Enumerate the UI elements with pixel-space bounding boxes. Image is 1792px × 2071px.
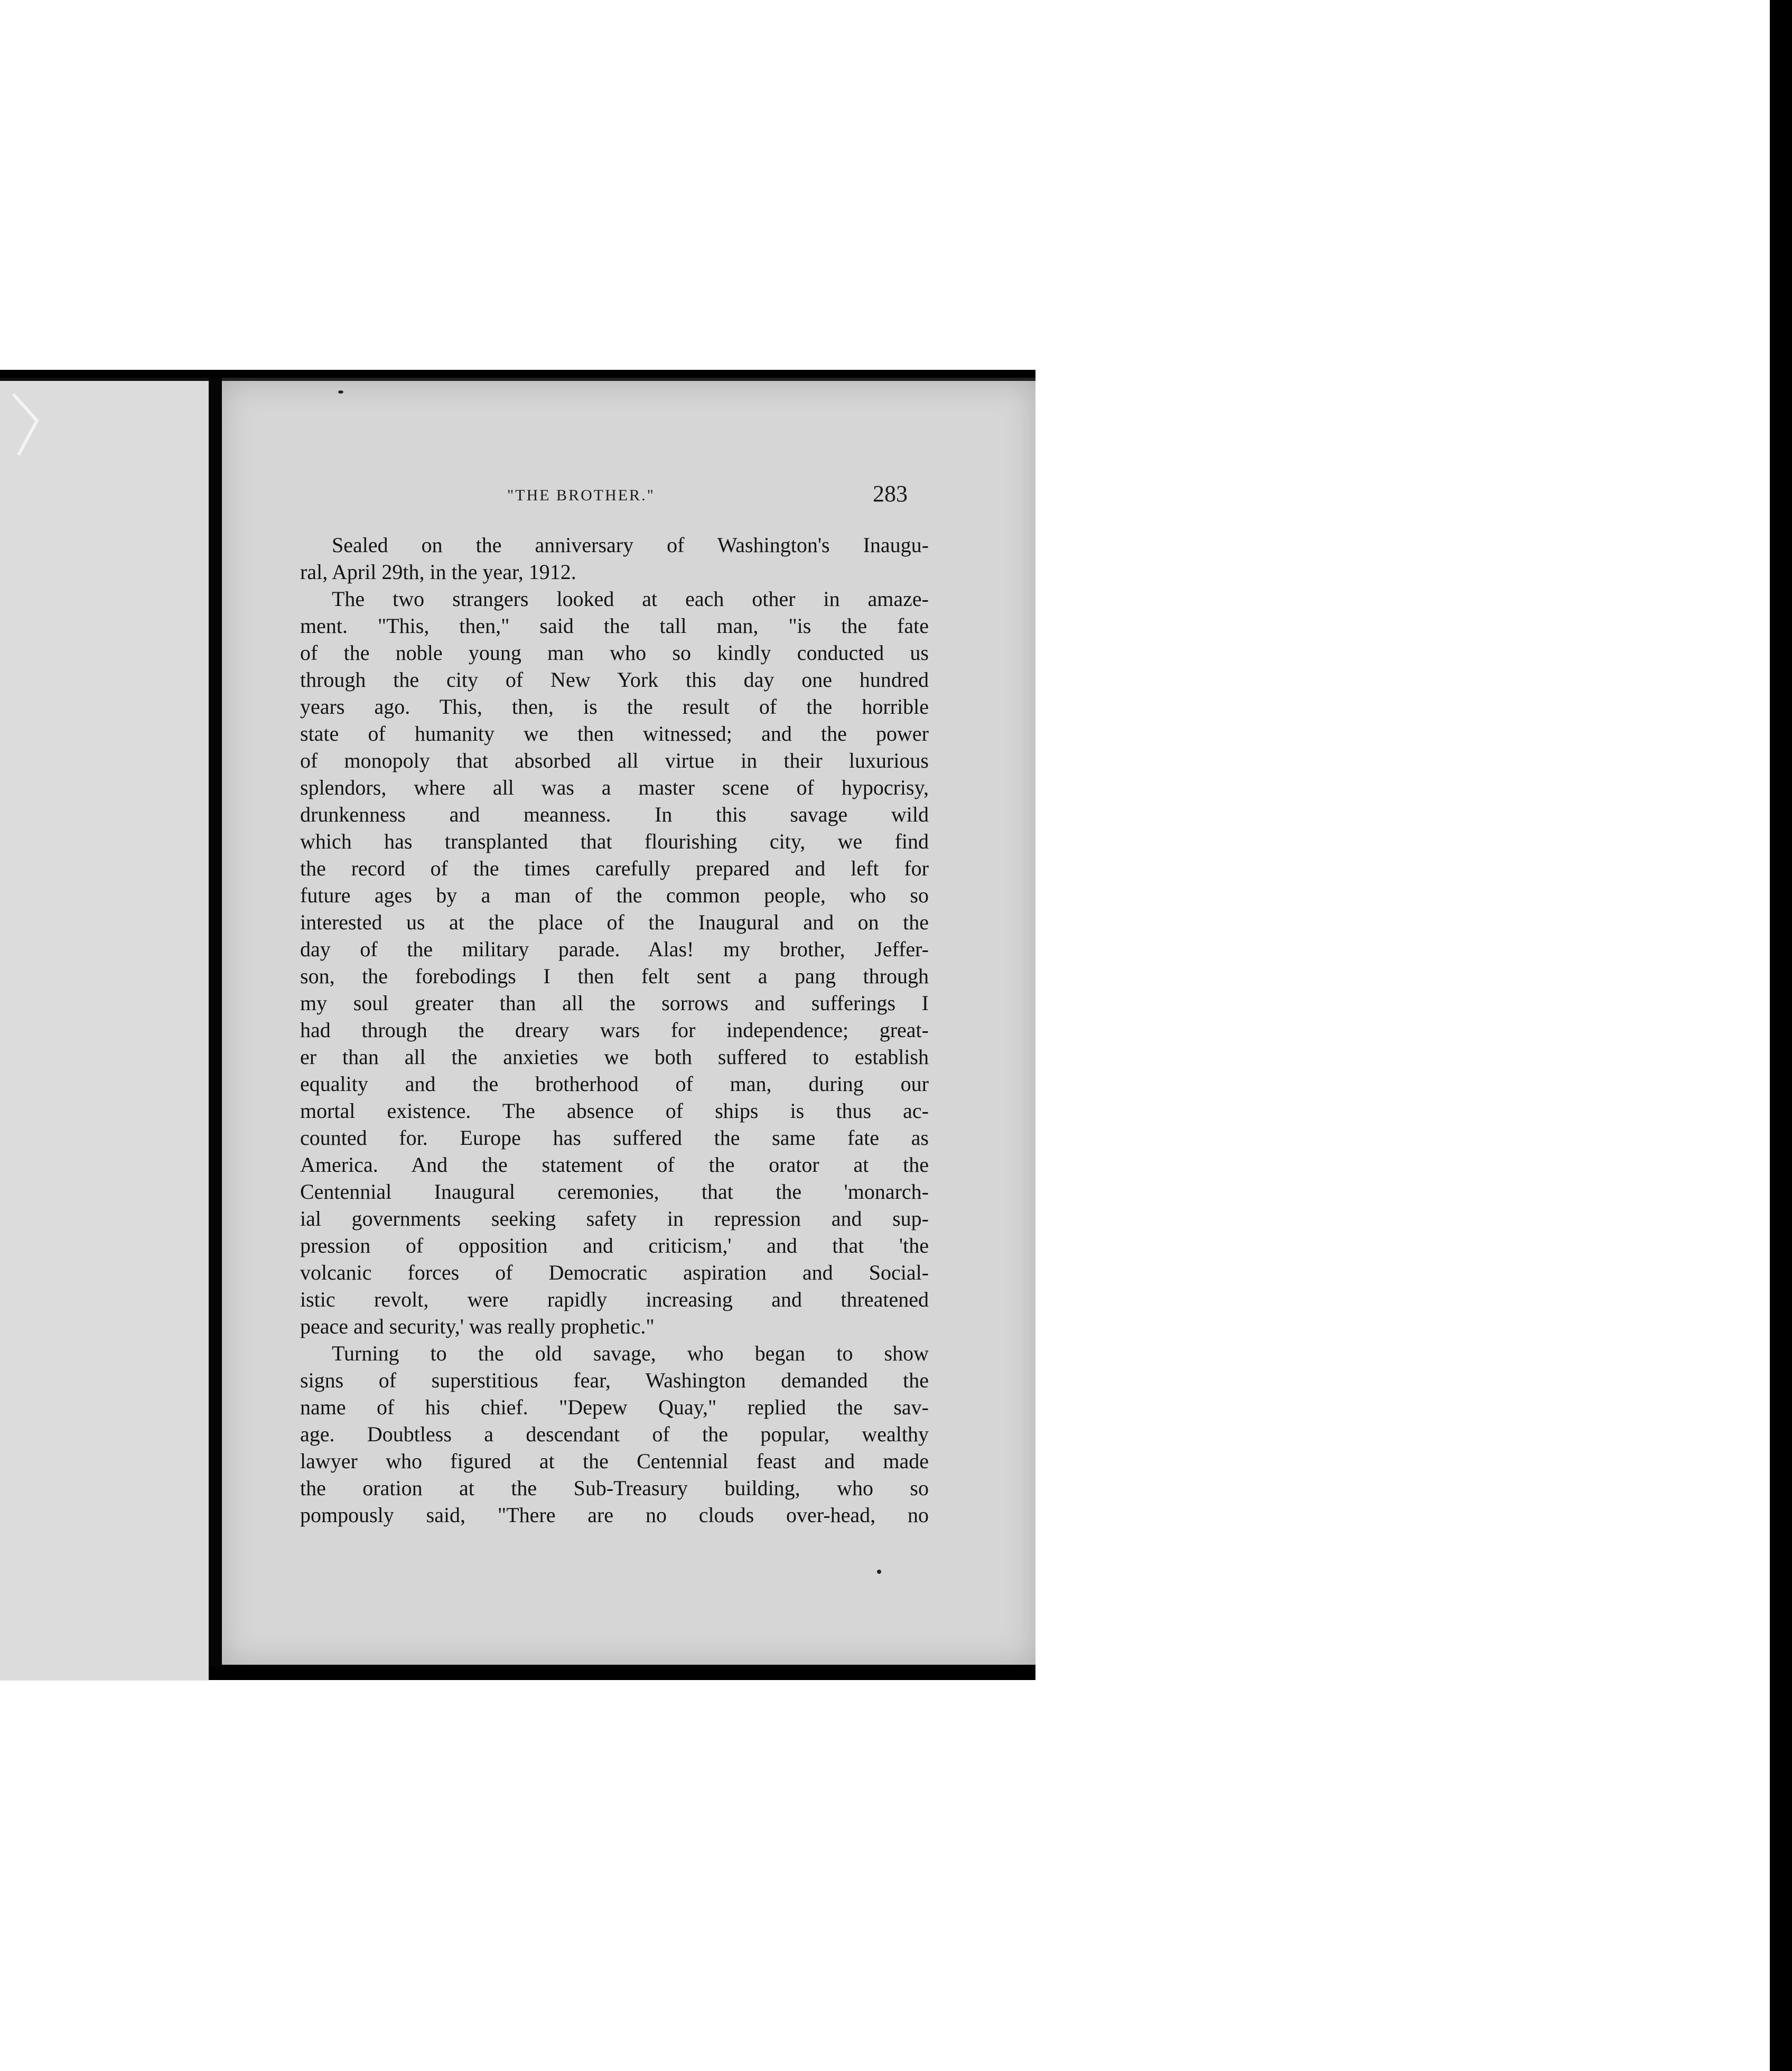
body-line: drunkenness and meanness. In this savage wild — [300, 803, 929, 826]
page-283 — [222, 378, 1035, 1665]
facing-page-left — [0, 378, 209, 1681]
page-body-text — [300, 531, 929, 1528]
body-line: my soul greater than all the sorrows and sufferings I — [300, 991, 929, 1015]
body-line: day of the military parade. Alas! my brother, Jeffer- — [300, 937, 929, 961]
body-line: Centennial Inaugural ceremonies, that the 'monarch- — [300, 1180, 929, 1204]
ink-speck — [877, 1570, 881, 1574]
body-line: signs of superstitious fear, Washington demanded the — [300, 1368, 929, 1392]
body-line: splendors, where all was a master scene of hypocrisy, — [300, 776, 929, 799]
body-line: pompously said, "There are no clouds over-head, no — [300, 1503, 929, 1527]
body-line: ment. "This, then," said the tall man, "is the fate — [300, 614, 929, 638]
body-line: state of humanity we then witnessed; and the power — [300, 722, 929, 745]
body-line: lawyer who figured at the Centennial feast and made — [300, 1449, 929, 1473]
body-line: of the noble young man who so kindly conducted us — [300, 641, 929, 665]
page-fold-mark — [8, 391, 45, 465]
body-line: which has transplanted that flourishing city, we find — [300, 829, 929, 853]
body-line: ral, April 29th, in the year, 1912. — [300, 560, 576, 584]
body-line: mortal existence. The absence of ships is thus ac- — [300, 1099, 929, 1123]
scanner-edge — [1770, 0, 1792, 2071]
body-line: of monopoly that absorbed all virtue in their luxurious — [300, 749, 929, 772]
body-line: had through the dreary wars for independence; great- — [300, 1018, 929, 1042]
body-line: interested us at the place of the Inaugural and on the — [300, 910, 929, 934]
body-line: years ago. This, then, is the result of the horrible — [300, 695, 929, 719]
page-number: 283 — [873, 481, 908, 507]
body-line: the record of the times carefully prepared and left for — [300, 856, 929, 880]
body-line: America. And the statement of the orator at the — [300, 1153, 929, 1177]
scanner-bed-bottom — [0, 1680, 1770, 2071]
body-line: the oration at the Sub-Treasury building, who so — [300, 1476, 929, 1500]
body-line: equality and the brotherhood of man, during our — [300, 1072, 929, 1096]
body-line: future ages by a man of the common people, who so — [300, 883, 929, 907]
ink-speck — [338, 390, 343, 394]
body-line: son, the forebodings I then felt sent a pang through — [300, 964, 929, 988]
body-line: Sealed on the anniversary of Washington's Inaugu- — [332, 533, 929, 557]
body-line: Turning to the old savage, who began to show — [332, 1341, 929, 1365]
body-line: istic revolt, were rapidly increasing and threatened — [300, 1288, 929, 1311]
body-line: through the city of New York this day one hundred — [300, 668, 929, 692]
running-head: "THE BROTHER." — [507, 487, 655, 504]
body-line: er than all the anxieties we both suffered to establish — [300, 1045, 929, 1069]
body-line: peace and security,' was really prophetic." — [300, 1314, 655, 1338]
body-line: age. Doubtless a descendant of the popular, wealthy — [300, 1422, 929, 1446]
body-line: counted for. Europe has suffered the same fate as — [300, 1126, 929, 1150]
body-line: name of his chief. "Depew Quay," replied the sav- — [300, 1395, 929, 1419]
body-line: volcanic forces of Democratic aspiration and Social- — [300, 1261, 929, 1284]
body-line: ial governments seeking safety in repression and sup- — [300, 1207, 929, 1230]
body-line: The two strangers looked at each other in amaze- — [332, 587, 929, 611]
body-line: pression of opposition and criticism,' and that 'the — [300, 1234, 929, 1257]
